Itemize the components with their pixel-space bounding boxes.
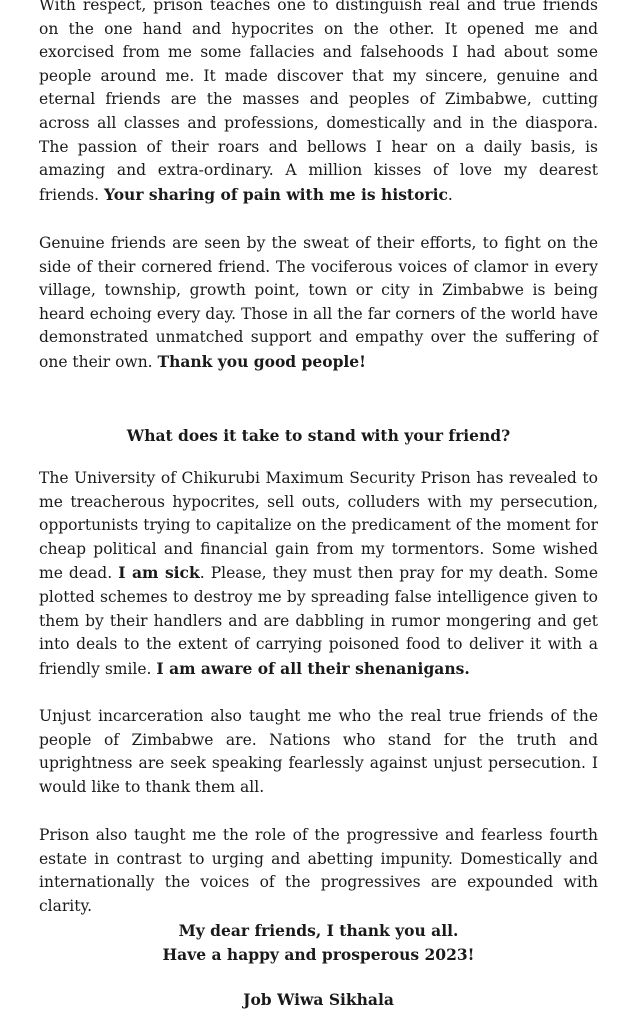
paragraph-tail: . bbox=[447, 185, 453, 204]
paragraph-genuine-friends bbox=[39, 232, 598, 375]
closing-line-1: My dear friends, I thank you all. bbox=[178, 921, 459, 940]
emphasis-shenanigans: I am aware of all their shenanigans. bbox=[156, 658, 470, 678]
paragraph-text-a: The University of Chikurubi Maximum Security Prison has revealed to me treacherous hypocrites, sell outs, colluders with my persecution, opportunists trying to capitalize on the predicament of the moment for cheap political and financial gain from my tormentors. Some wished me dead. bbox=[39, 469, 598, 583]
paragraph-text: With respect, prison teaches one to distinguish real and true friends on the one hand and hypocrites on the other. It opened me and exorcised from me some fallacies and falsehoods I had about some people around me. It made discover that my sincere, genuine and eternal friends are the masses and peoples of Zimbabwe, cutting across all classes and professions, domestically and in the diaspora. The passion of their roars and bellows I hear on a daily basis, is amazing and extra-ordinary. A million kisses of love my dearest friends. bbox=[39, 0, 598, 204]
paragraph-text: Genuine friends are seen by the sweat of their efforts, to fight on the side of their cornered friend. The vociferous voices of clamor in every village, township, growth point, town or city in Zimbabwe is being heard echoing every day. Those in all the far corners of the world have demonstrated unmatched support and empathy over the suffering of one their own. bbox=[39, 234, 598, 371]
paragraph-fourth-estate: Prison also taught me the role of the progressive and fearless fourth estate in contrast to urging and abetting impunity. Domestically and internationally the voices of the progressives are expounded with clarity. bbox=[39, 826, 598, 915]
closing-line-2: Have a happy and prosperous 2023! bbox=[162, 944, 475, 964]
paragraph-chikurubi bbox=[39, 467, 598, 681]
emphasis-sharing-pain: Your sharing of pain with me is historic bbox=[104, 184, 448, 204]
section-heading: What does it take to stand with your friend? bbox=[126, 426, 511, 445]
emphasis-i-am-sick: I am sick bbox=[118, 563, 200, 583]
paragraph-prison-teaches bbox=[39, 0, 598, 207]
paragraph-unjust-incarceration: Unjust incarceration also taught me who the real true friends of the people of Zimbabwe are. Nations who stand for the truth and uprightness are seek speaking fearlessly against unjust persecution. I would like to thank them all. bbox=[39, 707, 598, 796]
emphasis-thank-you: Thank you good people! bbox=[157, 351, 366, 371]
signature: Job Wiwa Sikhala bbox=[243, 990, 394, 1009]
closing-block bbox=[39, 919, 598, 966]
paragraph-text-b: . Please, they must then pray for my death. Some plotted schemes to destroy me by spreading false intelligence given to them by their handlers and are dabbling in rumor mongering and get into deals to the extent of carrying poisoned food to deliver it with a friendly smile. bbox=[39, 564, 598, 678]
